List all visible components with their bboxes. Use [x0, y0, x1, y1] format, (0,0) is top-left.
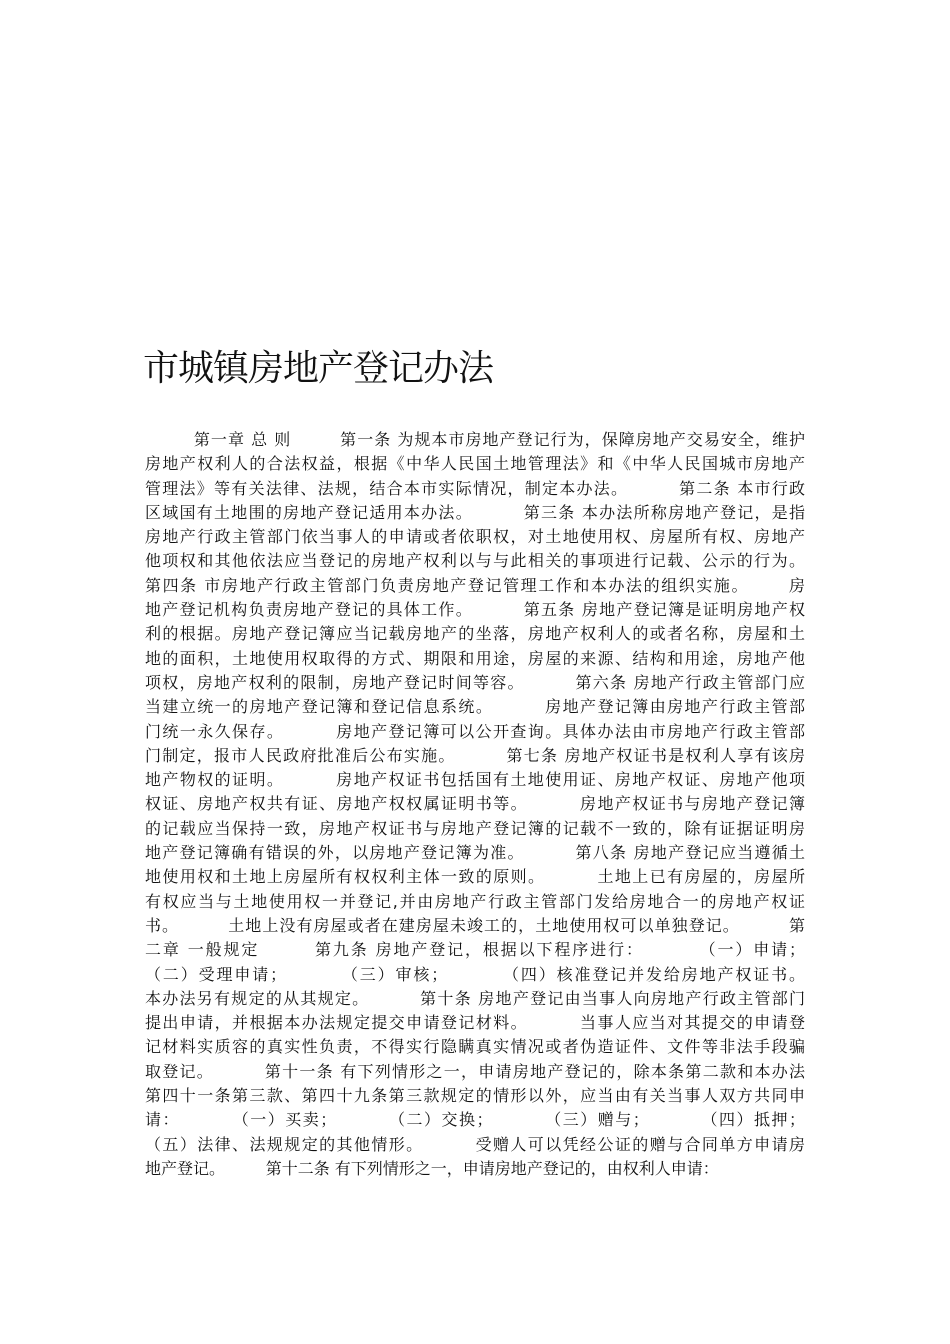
body-line: 地使用权和土地上房屋所有权权利主体一致的原则。 土地上已有房屋的，房屋所 — [145, 867, 805, 887]
body-line: 地产登记。 第十二条 有下列情形之一，申请房地产登记的，由权利人申请： — [145, 1158, 719, 1178]
body-line: 权证、房地产权共有证、房地产权权属证明书等。 房地产权证书与房地产登记簿 — [145, 794, 805, 814]
body-line: 区域国有土地围的房地产登记适用本办法。 第三条 本办法所称房地产登记，是指 — [145, 502, 805, 522]
body-line: 提出申请，并根据本办法规定提交申请登记材料。 当事人应当对其提交的申请登 — [145, 1013, 805, 1033]
body-line: 第四十一条第三款、第四十九条第三款规定的情形以外，应当由有关当事人双方共同申 — [145, 1086, 805, 1106]
body-line: 地产登记簿确有错误的外，以房地产登记簿为准。 第八条 房地产登记应当遵循土 — [145, 843, 805, 863]
body-line: 当建立统一的房地产登记簿和登记信息系统。 房地产登记簿由房地产行政主管部 — [145, 697, 805, 717]
body-line: 地产物权的证明。 房地产权证书包括国有土地使用证、房地产权证、房地产他项 — [145, 770, 805, 790]
body-line: 第四条 市房地产行政主管部门负责房地产登记管理工作和本办法的组织实施。 房 — [145, 575, 805, 595]
body-line: 地的面积，土地使用权取得的方式、期限和用途，房屋的来源、结构和用途，房地产他 — [145, 648, 805, 668]
body-line: 记材料实质容的真实性负责，不得实行隐瞒真实情况或者伪造证件、文件等非法手段骗 — [145, 1037, 805, 1057]
body-line: 第一章 总 则 第一条 为规本市房地产登记行为，保障房地产交易安全，维护 — [145, 430, 805, 449]
body-line: 房地产权利人的合法权益，根据《中华人民国土地管理法》和《中华人民国城市房地产 — [145, 454, 805, 474]
body-line: 他项权和其他依法应当登记的房地产权利以与与此相关的事项进行记载、公示的行为。 — [145, 551, 805, 571]
body-line: 有权应当与土地使用权一并登记,并由房地产行政主管部门发给房地合一的房地产权证 — [145, 891, 805, 911]
body-line: 房地产行政主管部门依当事人的申请或者依职权，对土地使用权、房屋所有权、房地产 — [145, 527, 805, 547]
body-line: 本办法另有规定的从其规定。 第十条 房地产登记由当事人向房地产行政主管部门 — [145, 988, 805, 1008]
body-line: 利的根据。房地产登记簿应当记载房地产的坐落，房地产权利人的或者名称，房屋和土 — [145, 624, 805, 644]
body-line: 取登记。 第十一条 有下列情形之一，申请房地产登记的，除本条第二款和本办法 — [145, 1061, 805, 1081]
document-title: 市城镇房地产登记办法 — [143, 348, 494, 389]
body-line: 书。 土地上没有房屋或者在建房屋未竣工的，土地使用权可以单独登记。 第 — [145, 915, 805, 935]
document-body — [145, 428, 805, 1181]
body-line: 管理法》等有关法律、法规，结合本市实际情况，制定本办法。 第二条 本市行政 — [145, 478, 805, 498]
body-line: （二）受理申请； （三）审核； （四）核准登记并发给房地产权证书。 — [145, 964, 805, 984]
body-line: 项权，房地产权利的限制，房地产登记时间等容。 第六条 房地产行政主管部门应 — [145, 672, 805, 692]
body-line: 二章 一般规定 第九条 房地产登记，根据以下程序进行： （一）申请； — [145, 940, 805, 960]
body-line: 地产登记机构负责房地产登记的具体工作。 第五条 房地产登记簿是证明房地产权 — [145, 600, 805, 620]
body-line: 门制定，报市人民政府批准后公布实施。 第七条 房地产权证书是权利人享有该房 — [145, 745, 805, 765]
body-line: 请： （一）买卖； （二）交换； （三）赠与； （四）抵押； — [145, 1110, 805, 1130]
body-line: 门统一永久保存。 房地产登记簿可以公开查询。具体办法由市房地产行政主管部 — [145, 721, 805, 741]
body-line: 的记载应当保持一致，房地产权证书与房地产登记簿的记载不一致的，除有证据证明房 — [145, 818, 805, 838]
body-line: （五）法律、法规规定的其他情形。 受赠人可以凭经公证的赠与合同单方申请房 — [145, 1134, 805, 1154]
